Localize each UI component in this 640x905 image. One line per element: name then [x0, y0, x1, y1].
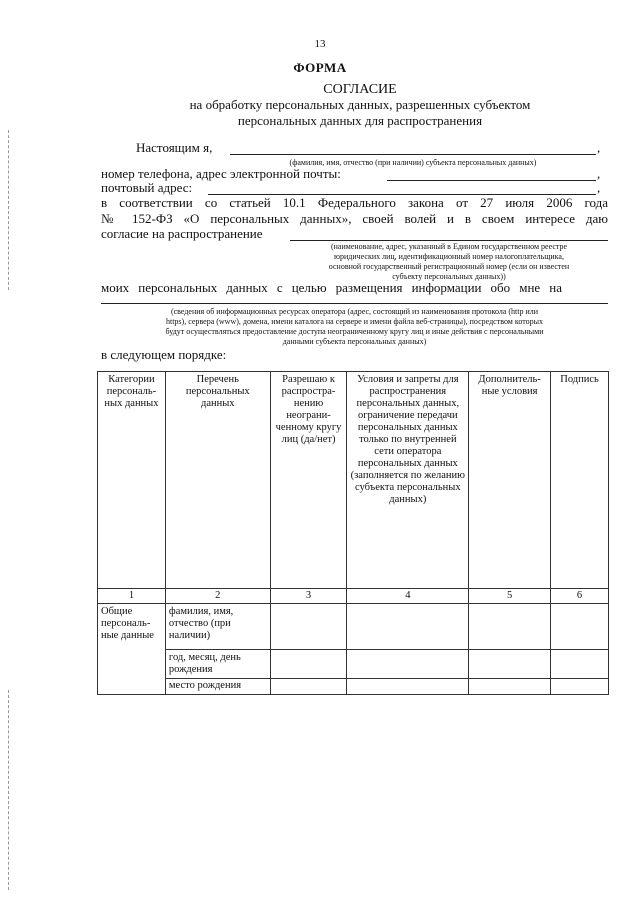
- conditions-cell[interactable]: [347, 604, 469, 650]
- law-text-line-2: № 152-ФЗ «О персональных данных», своей волей и в своем интересе даю: [101, 211, 608, 226]
- column-number: 2: [165, 589, 270, 604]
- operator-hint-1: (наименование, адрес, указанный в Едином государственном реестре: [330, 242, 568, 251]
- resources-hint-3: будут осуществляться предоставление доступа неограниченному кругу лиц и иные действия с персональными: [165, 327, 544, 336]
- title-line-1: СОГЛАСИЕ: [323, 82, 397, 97]
- signature-cell[interactable]: [551, 679, 609, 695]
- title-line-2: на обработку персональных данных, разрешенных субъектом: [189, 97, 531, 112]
- law-text-line-3: согласие на распространение: [101, 226, 263, 241]
- table-number-row: [98, 589, 609, 604]
- column-number: 6: [551, 589, 609, 604]
- phone-comma: ,: [597, 166, 601, 181]
- resources-hint-2: https), сервера (www), домена, имени каталога на сервере и имени файла веб-страницы), посредством которых: [165, 317, 543, 326]
- declarant-comma: ,: [597, 140, 601, 155]
- operator-hint-2: юридических лиц, идентификационный номер налогоплательщика,: [334, 252, 564, 261]
- header-conditions: Условия и запреты для распространения персональных данных, ограничение передачи персональных данных только по внутренней сети оператора персональных данных (заполняется по желанию субъекта персональных данных): [347, 372, 469, 589]
- declarant-hint: (фамилия, имя, отчество (при наличии) субъекта персональных данных): [289, 158, 537, 167]
- form-label: ФОРМА: [293, 60, 347, 75]
- signature-cell[interactable]: [551, 650, 609, 679]
- column-number: 5: [469, 589, 551, 604]
- page-edge-mark: [8, 130, 9, 290]
- header-signature: Подпись: [551, 372, 609, 589]
- order-label: в следующем порядке:: [101, 347, 227, 362]
- column-number: 3: [270, 589, 347, 604]
- table-header-row: [98, 372, 609, 589]
- operator-hint-3: основной государственный регистрационный номер (если он известен: [328, 262, 570, 271]
- table-row: [98, 679, 609, 695]
- resources-hint-1: (сведения об информационных ресурсах оператора (адрес, состоящий из наименования протокола (http или: [170, 307, 539, 316]
- resources-hint-4: данными субъекта персональных данных): [282, 337, 427, 346]
- address-comma: ,: [597, 180, 601, 195]
- page-number: 13: [314, 38, 326, 50]
- permit-cell[interactable]: [270, 650, 347, 679]
- resources-field[interactable]: [101, 303, 608, 304]
- declarant-name-field[interactable]: [230, 154, 596, 155]
- phone-label: номер телефона, адрес электронной почты:: [101, 166, 341, 181]
- item-cell: фамилия, имя, отчество (при наличии): [165, 604, 270, 650]
- title-line-3: персональных данных для распространения: [237, 113, 483, 128]
- permit-cell[interactable]: [270, 679, 347, 695]
- law-text-line-1: в соответствии со статьей 10.1 Федерального закона от 27 июля 2006 года: [101, 195, 608, 210]
- operator-hint-4: субъекту персональных данных)): [392, 272, 506, 281]
- column-number: 4: [347, 589, 469, 604]
- address-label: почтовый адрес:: [101, 180, 193, 195]
- signature-cell[interactable]: [551, 604, 609, 650]
- page-edge-mark: [8, 690, 9, 890]
- header-category: Категории персональ-ных данных: [98, 372, 166, 589]
- column-number: 1: [98, 589, 166, 604]
- purpose-line-1: моих персональных данных с целью размещения информации обо мне на: [101, 280, 562, 295]
- table-row: [98, 650, 609, 679]
- consent-table: [97, 371, 609, 695]
- item-cell: место рождения: [165, 679, 270, 695]
- table-row: [98, 604, 609, 650]
- additional-cell[interactable]: [469, 679, 551, 695]
- declarant-label: Настоящим я,: [136, 140, 213, 155]
- phone-email-field[interactable]: [387, 180, 596, 181]
- additional-cell[interactable]: [469, 650, 551, 679]
- header-list: Перечень персональных данных: [165, 372, 270, 589]
- permit-cell[interactable]: [270, 604, 347, 650]
- header-permit: Разрешаю к распростра-нению неограни-ченному кругу лиц (да/нет): [270, 372, 347, 589]
- additional-cell[interactable]: [469, 604, 551, 650]
- header-additional: Дополнитель-ные условия: [469, 372, 551, 589]
- conditions-cell[interactable]: [347, 650, 469, 679]
- category-cell: Общие персональ-ные данные: [98, 604, 166, 695]
- conditions-cell[interactable]: [347, 679, 469, 695]
- item-cell: год, месяц, день рождения: [165, 650, 270, 679]
